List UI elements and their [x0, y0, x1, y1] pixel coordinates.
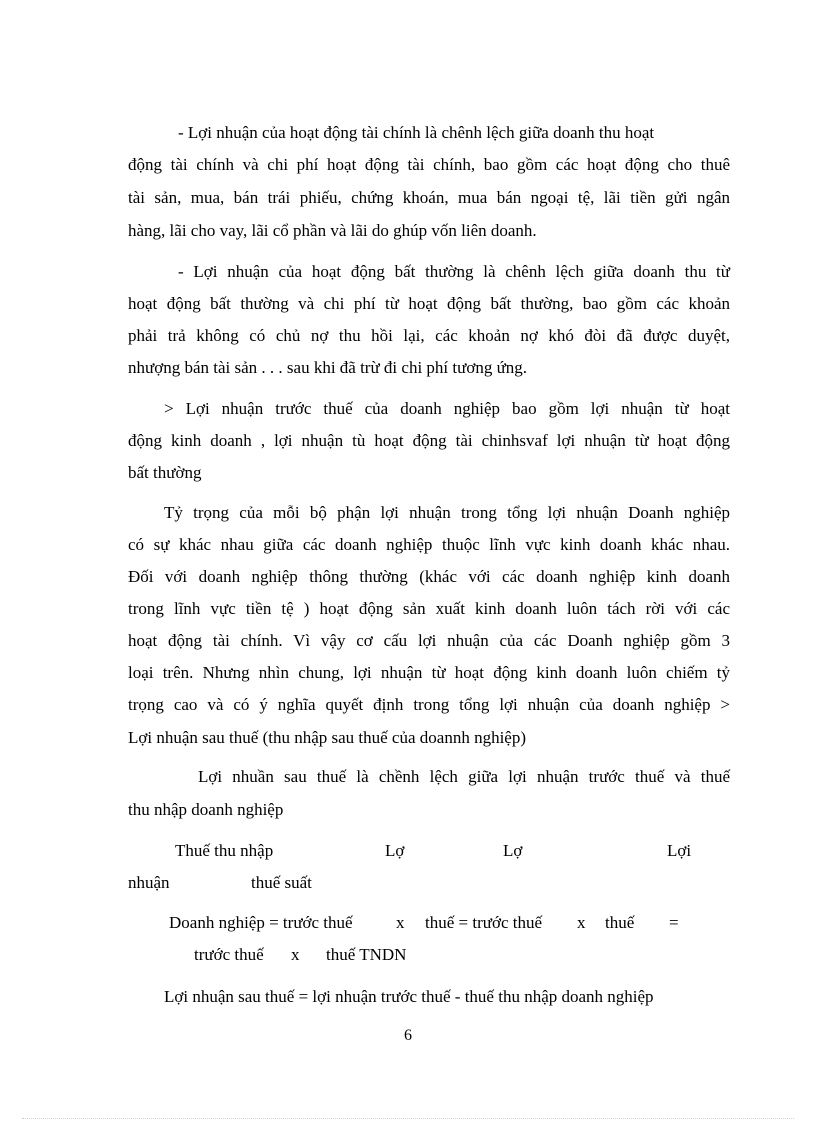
formula-row4-a: trước thuế [194, 945, 264, 964]
para4-line1: Tỷ trọng của mỗi bộ phận lợi nhuận trong tổng lợi nhuận Doanh nghiệp [164, 503, 730, 522]
formula-row4-b: x [291, 945, 300, 964]
para3-line3: bất thường [128, 463, 202, 482]
para2-line2: hoạt động bất thường và chi phí từ hoạt động bất thường, bao gồm các khoản [128, 294, 730, 313]
formula-row3-d: x [577, 913, 586, 932]
para5-line1: Lợi nhuần sau thuế là chềnh lệch giữa lợi nhuận trước thuế và thuế [198, 767, 730, 786]
para4-line6: loại trên. Nhưng nhìn chung, lợi nhuận từ hoạt động kinh doanh luôn chiếm tỷ [128, 663, 730, 682]
footer-divider [22, 1118, 794, 1119]
para4-line5: hoạt động tài chính. Vì vậy cơ cấu lợi nhuận của các Doanh nghiệp gồm 3 [128, 631, 730, 650]
para4-line8: Lợi nhuận sau thuế (thu nhập sau thuế của doannh nghiệp) [128, 728, 526, 747]
para4-line3: Đối với doanh nghiệp thông thường (khác với các doanh nghiệp kinh doanh [128, 567, 730, 586]
para3-line1: > Lợi nhuận trước thuế của doanh nghiệp bao gồm lợi nhuận từ hoạt [164, 399, 730, 418]
formula-row3-e: thuế [605, 913, 635, 932]
formula-row1-a: Thuế thu nhập [175, 841, 274, 860]
para3-line2: động kinh doanh , lợi nhuận tù hoạt động tài chinhsvaf lợi nhuận từ hoạt động [128, 431, 730, 450]
formula-row3-a: Doanh nghiệp = trước thuế [169, 913, 353, 932]
para4-line2: có sự khác nhau giữa các doanh nghiệp thuộc lĩnh vực kinh doanh khác nhau. [128, 535, 730, 554]
formula-row1-d: Lợi [667, 841, 692, 860]
para4-line7: trọng cao và có ý nghĩa quyết định trong tổng lợi nhuận của doanh nghiệp > [128, 695, 730, 714]
formula-row2-a: nhuận [128, 873, 170, 892]
para1-line2: động tài chính và chi phí hoạt động tài chính, bao gồm các hoạt động cho thuê [128, 155, 730, 174]
formula-row4-c: thuế TNDN [326, 945, 407, 964]
para1-line4: hàng, lãi cho vay, lãi cổ phần và lãi do ghúp vốn liên doanh. [128, 221, 537, 240]
para4-line4: trong lĩnh vực tiền tệ ) hoạt động sản xuất kinh doanh luôn tách rời với các [128, 599, 730, 618]
page-number: 6 [404, 1027, 412, 1044]
formula-row3-b: x [396, 913, 405, 932]
para2-line3: phải trả không có chủ nợ thu hồi lại, các khoản nợ khó đòi đã được duyệt, [128, 326, 730, 345]
formula-row1-b: Lợ [385, 841, 405, 860]
para5-line2: thu nhập doanh nghiệp [128, 800, 284, 819]
formula-row1-c: Lợ [503, 841, 523, 860]
para2-line1: - Lợi nhuận của hoạt động bất thường là chênh lệch giữa doanh thu từ [178, 262, 730, 281]
para2-line4: nhượng bán tài sản . . . sau khi đã trừ đi chi phí tương ứng. [128, 358, 528, 377]
para1-line1: - Lợi nhuận của hoạt động tài chính là chênh lệch giữa doanh thu hoạt [178, 123, 655, 142]
formula-row3-c: thuế = trước thuế [425, 913, 543, 932]
para1-line3: tài sản, mua, bán trái phiếu, chứng khoán, mua bán ngoại tệ, lãi tiền gửi ngân [128, 188, 730, 207]
final-line: Lợi nhuận sau thuế = lợi nhuận trước thuế - thuế thu nhập doanh nghiệp [164, 987, 654, 1006]
formula-row2-b: thuế suất [251, 873, 312, 892]
formula-row3-f: = [669, 913, 679, 932]
